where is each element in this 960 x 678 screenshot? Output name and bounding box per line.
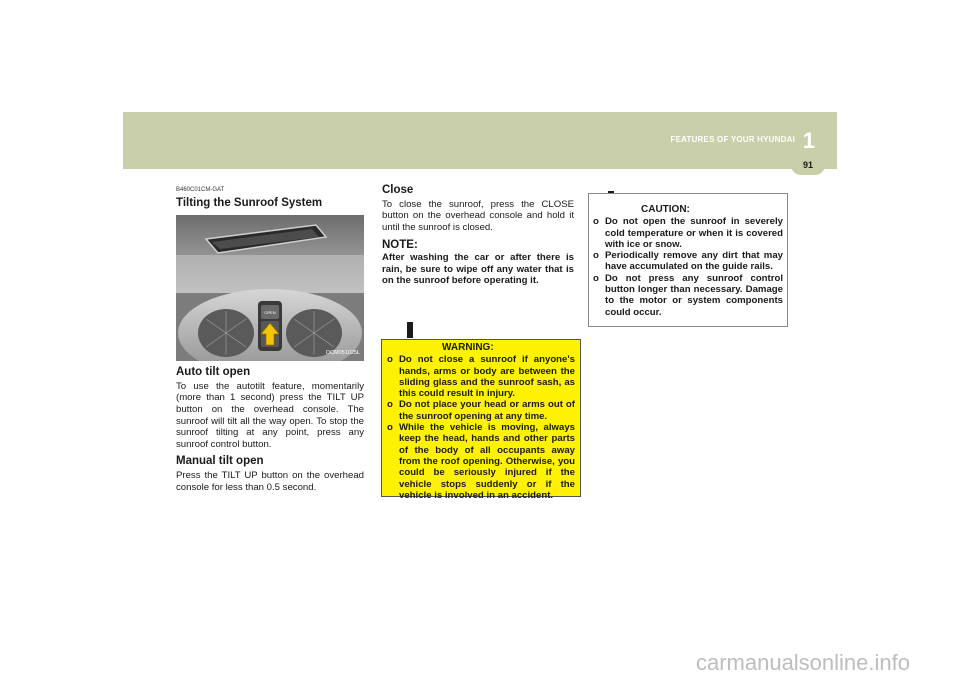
middle-column [382,185,574,287]
caution-title: CAUTION: [641,204,690,215]
sunroof-illustration [176,215,364,361]
warning-item: o While the vehicle is moving, always keep the head, hands and other parts of the body of all occupants away from the roof opening. Otherwise, you could be seriously injured if the vehicle stops suddenly or if the vehicle is involved in an accident. [387,422,575,501]
header-band [123,112,837,169]
section-code: B460C01CM-GAT [176,187,225,193]
caution-box [588,193,788,327]
manual-tilt-body: Press the TILT UP button on the overhead console for less than 0.5 second. [176,469,364,493]
auto-tilt-body: To use the autotilt feature, momentarily (more than 1 second) press the TILT UP button on the overhead console. The sunroof will tilt all the way open. To stop the sunroof tilting at any point, press any sunroof control button. [176,380,364,450]
figure-caption: OCM051025L [325,349,360,356]
note-body: After washing the car or after there is rain, be sure to wipe off any water that is on the sunroof before operating it. [382,251,574,287]
caution-item: o Periodically remove any dirt that may have accumulated on the guide rails. [593,250,783,273]
chapter-title: FEATURES OF YOUR HYUNDAI [670,135,795,144]
bullet-marker: o [387,354,393,366]
chapter-number: 1 [802,128,815,153]
bullet-marker: o [387,422,393,434]
close-heading: Close [382,184,414,196]
caution-item: o Do not press any sunroof control button longer than necessary. Damage to the motor or system components could occur. [593,272,783,318]
figure-open-label: OPEN [264,310,276,316]
left-column [176,185,364,497]
page-number-tab [791,155,825,175]
bullet-marker: o [593,272,599,284]
warning-box [381,339,581,501]
section-title: Tilting the Sunroof System [176,196,323,209]
warning-item: o Do not close a sunroof if anyone's hands, arms or body are between the sliding glass and the sunroof sash, as this could result in injury. [387,354,575,400]
warning-title: WARNING: [442,342,494,353]
manual-tilt-heading: Manual tilt open [176,455,264,468]
sunroof-figure [176,215,364,361]
close-body: To close the sunroof, press the CLOSE button on the overhead console and hold it until the sunroof is closed. [382,198,574,233]
warning-item: o Do not place your head or arms out of the sunroof opening at any time. [387,399,575,422]
bullet-marker: o [593,250,599,262]
watermark: carmanualsonline.info [695,650,910,675]
caution-list [593,216,783,318]
warning-list [387,354,575,501]
note-title: NOTE: [382,239,418,252]
bullet-marker: o [593,216,599,228]
bullet-marker: o [387,399,393,411]
caution-item: o Do not open the sunroof in severely cold temperature or when it is covered with ice or snow. [593,216,783,250]
auto-tilt-heading: Auto tilt open [176,366,251,379]
page-number: 91 [802,160,813,170]
